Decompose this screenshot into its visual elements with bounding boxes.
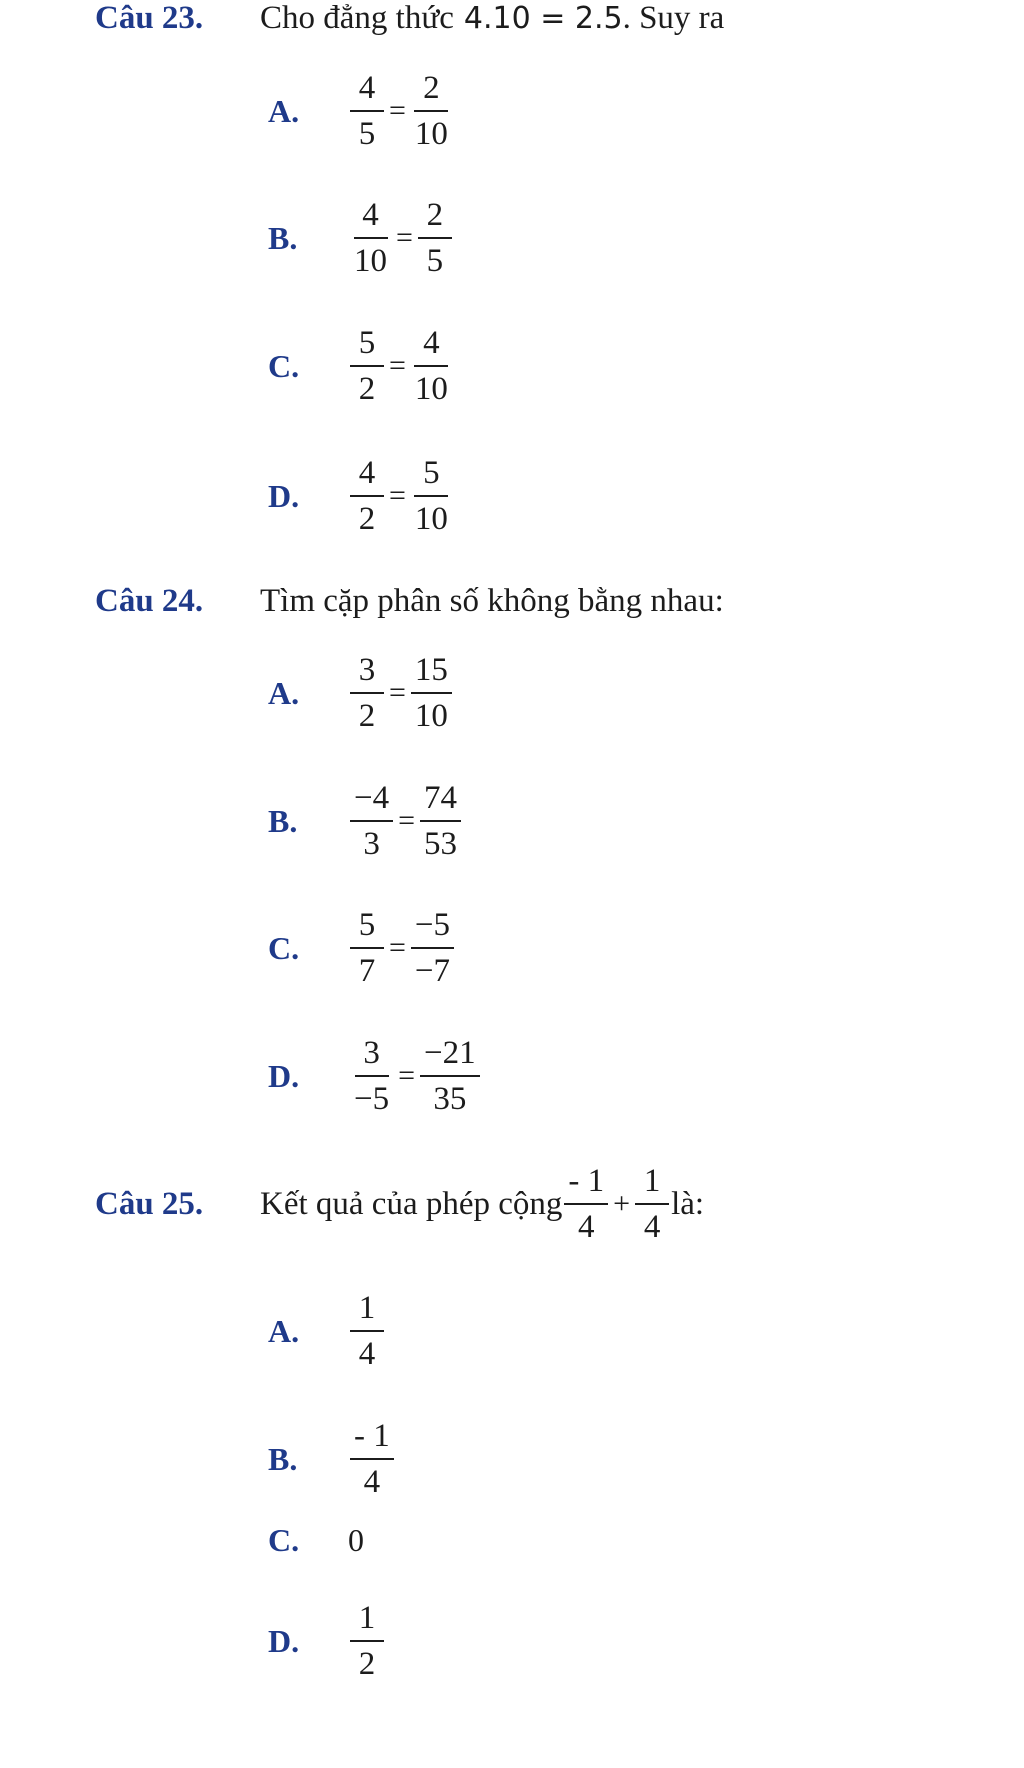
question-23-equation: 4.10 = 2.5	[463, 1, 623, 36]
fraction	[350, 1600, 384, 1683]
fraction-right	[411, 455, 452, 538]
numerator: 1	[350, 1600, 384, 1642]
equals-sign: =	[398, 1059, 416, 1093]
fraction-right	[420, 780, 461, 863]
fraction-left	[350, 70, 384, 153]
question-24-label: Câu 24.	[95, 583, 204, 619]
fraction	[350, 1418, 394, 1501]
option-label: C.	[268, 1522, 300, 1558]
numerator: 3	[350, 652, 384, 694]
question-24-header	[95, 583, 724, 620]
numerator: 5	[350, 325, 384, 367]
q24-option-c[interactable]	[268, 907, 456, 990]
fraction-left	[350, 455, 384, 538]
fraction-right	[420, 1035, 480, 1118]
denominator: 4	[643, 1209, 661, 1246]
fraction-left	[350, 1035, 393, 1118]
numerator: 74	[420, 780, 461, 822]
denominator: 53	[424, 826, 458, 863]
equals-sign: =	[389, 931, 406, 965]
denominator: −5	[354, 1081, 390, 1118]
equals-sign: =	[389, 479, 406, 513]
fraction-left	[350, 780, 393, 863]
numerator: 4	[350, 455, 384, 497]
equals-sign: =	[389, 676, 406, 710]
fraction-right	[418, 197, 452, 280]
fraction-right	[411, 907, 454, 990]
question-24-text: Tìm cặp phân số không bằng nhau:	[260, 583, 724, 619]
numerator: 5	[414, 455, 448, 497]
equals-sign: =	[389, 94, 406, 128]
denominator: 10	[414, 116, 448, 153]
option-label: B.	[268, 1440, 298, 1477]
question-23-text-after: . Suy ra	[622, 0, 725, 36]
fraction-left	[350, 907, 384, 990]
q23-option-d[interactable]	[268, 455, 454, 538]
option-label: C.	[268, 347, 300, 384]
numerator: −5	[411, 907, 454, 949]
q25-option-b[interactable]	[268, 1418, 396, 1501]
fraction	[350, 1290, 384, 1373]
numerator: 3	[355, 1035, 389, 1077]
numerator: −4	[350, 780, 393, 822]
equals-sign: =	[389, 349, 406, 383]
q25-option-d[interactable]	[268, 1600, 386, 1683]
q24-option-b[interactable]	[268, 780, 463, 863]
denominator: 2	[358, 501, 376, 538]
question-25-text-after: là:	[671, 1185, 705, 1222]
question-25-label: Câu 25.	[95, 1185, 204, 1222]
question-23-text	[260, 0, 724, 37]
numerator: 2	[414, 70, 448, 112]
option-expression	[348, 1035, 482, 1118]
option-value: 0	[348, 1522, 364, 1558]
question-25-text-before: Kết quả của phép cộng	[260, 1185, 563, 1222]
option-label: B.	[268, 802, 298, 839]
option-label: A.	[268, 92, 300, 129]
denominator: 3	[363, 826, 380, 863]
numerator: 1	[635, 1163, 669, 1205]
fraction-right	[411, 70, 452, 153]
equals-sign: =	[396, 221, 413, 255]
q25-option-a[interactable]	[268, 1290, 386, 1373]
option-expression	[348, 780, 463, 863]
numerator: 15	[411, 652, 452, 694]
q23-option-c[interactable]	[268, 325, 454, 408]
q23-option-b[interactable]	[268, 197, 454, 280]
question-23-label: Câu 23.	[95, 0, 204, 36]
denominator: 5	[358, 116, 376, 153]
question-23-text-before: Cho đẳng thức	[260, 0, 454, 36]
option-expression	[348, 70, 454, 153]
option-label: B.	[268, 219, 298, 256]
option-label: D.	[268, 1057, 300, 1094]
q24-option-a[interactable]	[268, 652, 454, 735]
q25-option-c[interactable]	[268, 1522, 364, 1559]
denominator: 4	[358, 1336, 376, 1373]
numerator: - 1	[564, 1163, 608, 1205]
denominator: 7	[358, 953, 376, 990]
denominator: 10	[414, 371, 448, 408]
numerator: 1	[350, 1290, 384, 1332]
denominator: 10	[414, 698, 448, 735]
numerator: 4	[414, 325, 448, 367]
numerator: - 1	[350, 1418, 394, 1460]
fraction-left	[350, 197, 391, 280]
option-expression	[348, 907, 456, 990]
numerator: 5	[350, 907, 384, 949]
numerator: 4	[354, 197, 388, 239]
option-expression	[348, 652, 454, 735]
numerator: −21	[420, 1035, 480, 1077]
option-label: C.	[268, 929, 300, 966]
denominator: 2	[358, 1646, 376, 1683]
numerator: 2	[418, 197, 452, 239]
fraction-left	[564, 1163, 608, 1246]
denominator: 10	[414, 501, 448, 538]
option-label: D.	[268, 477, 300, 514]
fraction-right	[411, 652, 452, 735]
denominator: 2	[358, 698, 376, 735]
option-expression	[348, 455, 454, 538]
question-25-text	[260, 1163, 704, 1246]
plus-sign: +	[613, 1187, 631, 1221]
option-label: A.	[268, 1312, 300, 1349]
fraction-left	[350, 652, 384, 735]
numerator: 4	[350, 70, 384, 112]
option-label: D.	[268, 1622, 300, 1659]
option-expression	[348, 197, 454, 280]
option-label: A.	[268, 674, 300, 711]
denominator: 4	[363, 1464, 381, 1501]
denominator: 35	[433, 1081, 467, 1118]
denominator: 10	[354, 243, 387, 280]
equals-sign: =	[398, 804, 416, 838]
denominator: −7	[414, 953, 451, 990]
option-expression	[348, 325, 454, 408]
fraction-right	[635, 1163, 669, 1246]
denominator: 5	[426, 243, 444, 280]
question-23-header	[95, 0, 724, 37]
q24-option-d[interactable]	[268, 1035, 482, 1118]
denominator: 4	[578, 1209, 595, 1246]
fraction-left	[350, 325, 384, 408]
question-25-header	[95, 1163, 704, 1246]
q23-option-a[interactable]	[268, 70, 454, 153]
denominator: 2	[358, 371, 376, 408]
fraction-right	[411, 325, 452, 408]
